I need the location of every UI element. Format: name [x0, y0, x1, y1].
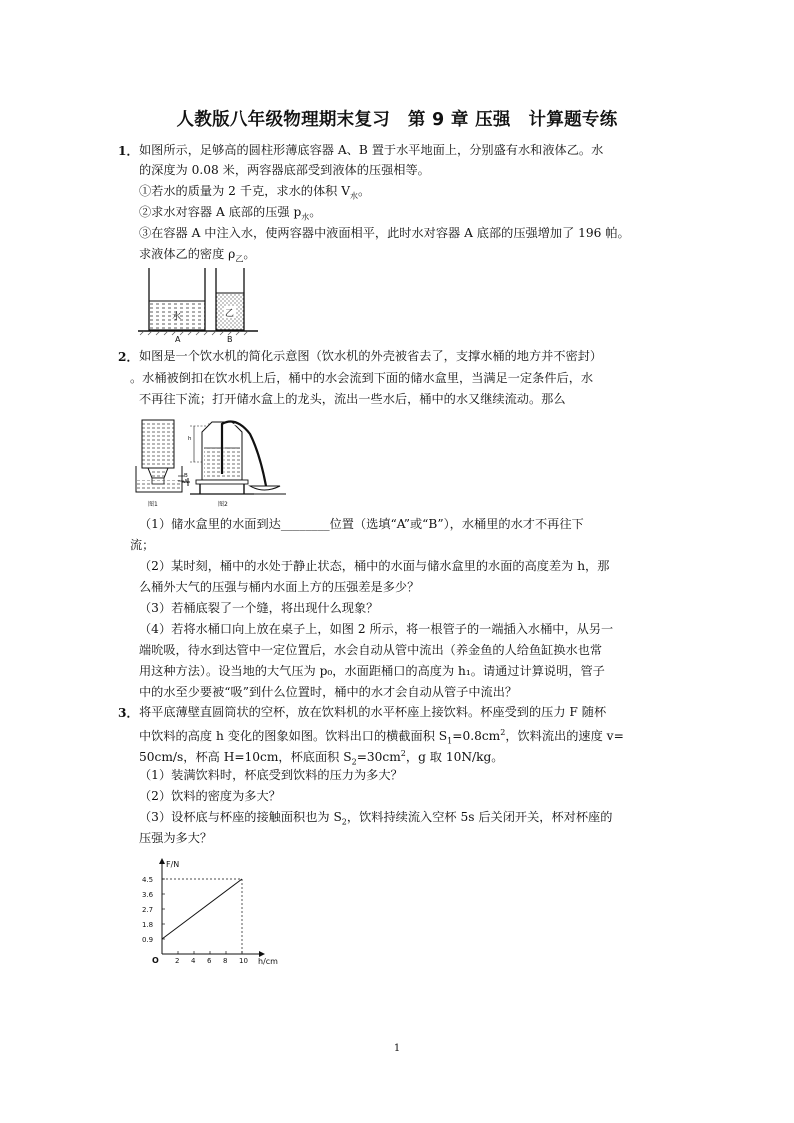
q2-part4-line1: （4）若将水桶口向上放在桌子上，如图 2 所示，将一根管子的一端插入水桶中，从另一: [139, 622, 614, 636]
q2-part2-line2: 么桶外大气的压强与桶内水面上方的压强差是多少？: [139, 580, 420, 594]
x-tick-label: 4: [191, 957, 196, 965]
q2-line3: 不再往下流；打开储水盒上的龙头，流出一些水后，桶中的水又继续流动。那么: [139, 392, 566, 406]
y-tick-label: 0.9: [142, 936, 154, 944]
figure-2: [188, 422, 286, 508]
q2-number: 2．: [118, 350, 139, 364]
origin-label: O: [152, 956, 159, 965]
q3-part1: （1）装满饮料时，杯底受到饮料的压力为多大？: [139, 768, 403, 782]
q1-number: 1．: [118, 144, 139, 158]
q1-line1: 如图所示，足够高的圆柱形薄底容器 A、B 置于水平地面上，分别盛有水和液体乙。水: [139, 143, 604, 157]
x-tick-label: 6: [207, 957, 212, 965]
q2-part2-line1: （2）某时刻，桶中的水处于静止状态，桶中的水面与储水盒里的水面的高度差为 h，那: [139, 559, 610, 573]
svg-text:B: B: [184, 473, 188, 479]
q2-line1: 如图是一个饮水机的简化示意图（饮水机的外壳被省去了，支撑水桶的地方并不密封）: [139, 349, 603, 363]
x-tick-label: 10: [239, 957, 248, 965]
q2-part1-cont: 流；: [130, 538, 155, 552]
x-tick-label: 2: [175, 957, 180, 965]
q1-line5: ③在容器 A 中注入水，使两容器中液面相平，此时水对容器 A 底部的压强增加了 196 帕。: [139, 226, 630, 240]
q3-part2: （2）饮料的密度为多大？: [139, 789, 281, 803]
page-title: 人教版八年级物理期末复习 第 9 章 压强 计算题专练: [176, 110, 618, 130]
q2-part1: （1）储水盒里的水面到达________位置（选填“A”或“B”），水桶里的水才不再往下: [139, 517, 584, 531]
liquid-label: 乙: [225, 309, 235, 319]
series-line: [162, 879, 242, 939]
container-a: [149, 268, 205, 330]
y-axis-label: F/N: [166, 860, 180, 869]
container-b: [216, 268, 244, 330]
force-height-chart: [130, 848, 290, 968]
q1-containers-figure: [138, 266, 262, 344]
y-tick-label: 2.7: [142, 906, 154, 914]
water-label: 水: [172, 312, 182, 322]
q1-line2: 的深度为 0.08 米，两容器底部受到液体的压强相等。: [139, 163, 430, 177]
q1-line6: 求液体乙的密度 $\rho_乙$。: [139, 247, 256, 264]
q2-part4-line4: 中的水至少要被“吸”到什么位置时，桶中的水才会自动从管子中流出？: [139, 685, 518, 699]
q2-dispenser-figure: [132, 414, 292, 512]
svg-text:A: A: [184, 479, 188, 485]
y-tick-label: 1.8: [142, 921, 154, 929]
q3-line3: 50cm/s，杯高 H=10cm，杯底面积 $S_2=30cm^2$，g 取 10N/kg。: [139, 749, 504, 767]
label-b: B: [227, 335, 233, 344]
q2-part3: （3）若桶底裂了一个缝，将出现什么现象？: [139, 601, 379, 615]
q3-line2: 中饮料的高度 h 变化的图象如图。饮料出口的横截面积 $S_1=0.8cm^2$，饮料流出的速度 v=: [139, 728, 624, 746]
q1-line4: ②求水对容器 A 底部的压强 $p_水$。: [139, 205, 322, 222]
q2-part4-line2: 端吮吸，待水到达管中一定位置后，水会自动从管中流出（养金鱼的人给鱼缸换水也常: [139, 643, 603, 657]
q3-part3-line1: （3）设杯底与杯座的接触面积也为 $S_2$，饮料持续流入空杯 5s 后关闭开关，杯对杯座的: [139, 810, 613, 827]
q3-part3-line2: 压强为多大？: [139, 831, 213, 845]
y-tick-label: 4.5: [142, 876, 154, 884]
q1-line3: ①若水的质量为 2 千克，求水的体积 $V_水$。: [139, 184, 371, 201]
figure-1: [136, 420, 190, 508]
y-tick-label: 3.6: [142, 891, 154, 899]
label-a: A: [175, 335, 181, 344]
svg-text:h: h: [188, 436, 192, 442]
x-axis-label: h/cm: [258, 957, 278, 966]
x-tick-label: 8: [223, 957, 228, 965]
q3-line1: 将平底薄壁直圆筒状的空杯，放在饮料机的水平杯座上接饮料。杯座受到的压力 F 随杯: [139, 705, 607, 719]
page-number: 1: [393, 1043, 401, 1054]
q2-part4-line3: 用这种方法）。设当地的大气压为 p₀，水面距桶口的高度为 h₁。请通过计算说明，管子: [139, 664, 605, 678]
fig2-label: 图2: [218, 501, 228, 508]
fig1-label: 图1: [148, 501, 158, 508]
q2-line2: 。水桶被倒扣在饮水机上后，桶中的水会流到下面的储水盒里，当满足一定条件后，水: [130, 371, 594, 385]
q3-number: 3．: [118, 706, 139, 720]
